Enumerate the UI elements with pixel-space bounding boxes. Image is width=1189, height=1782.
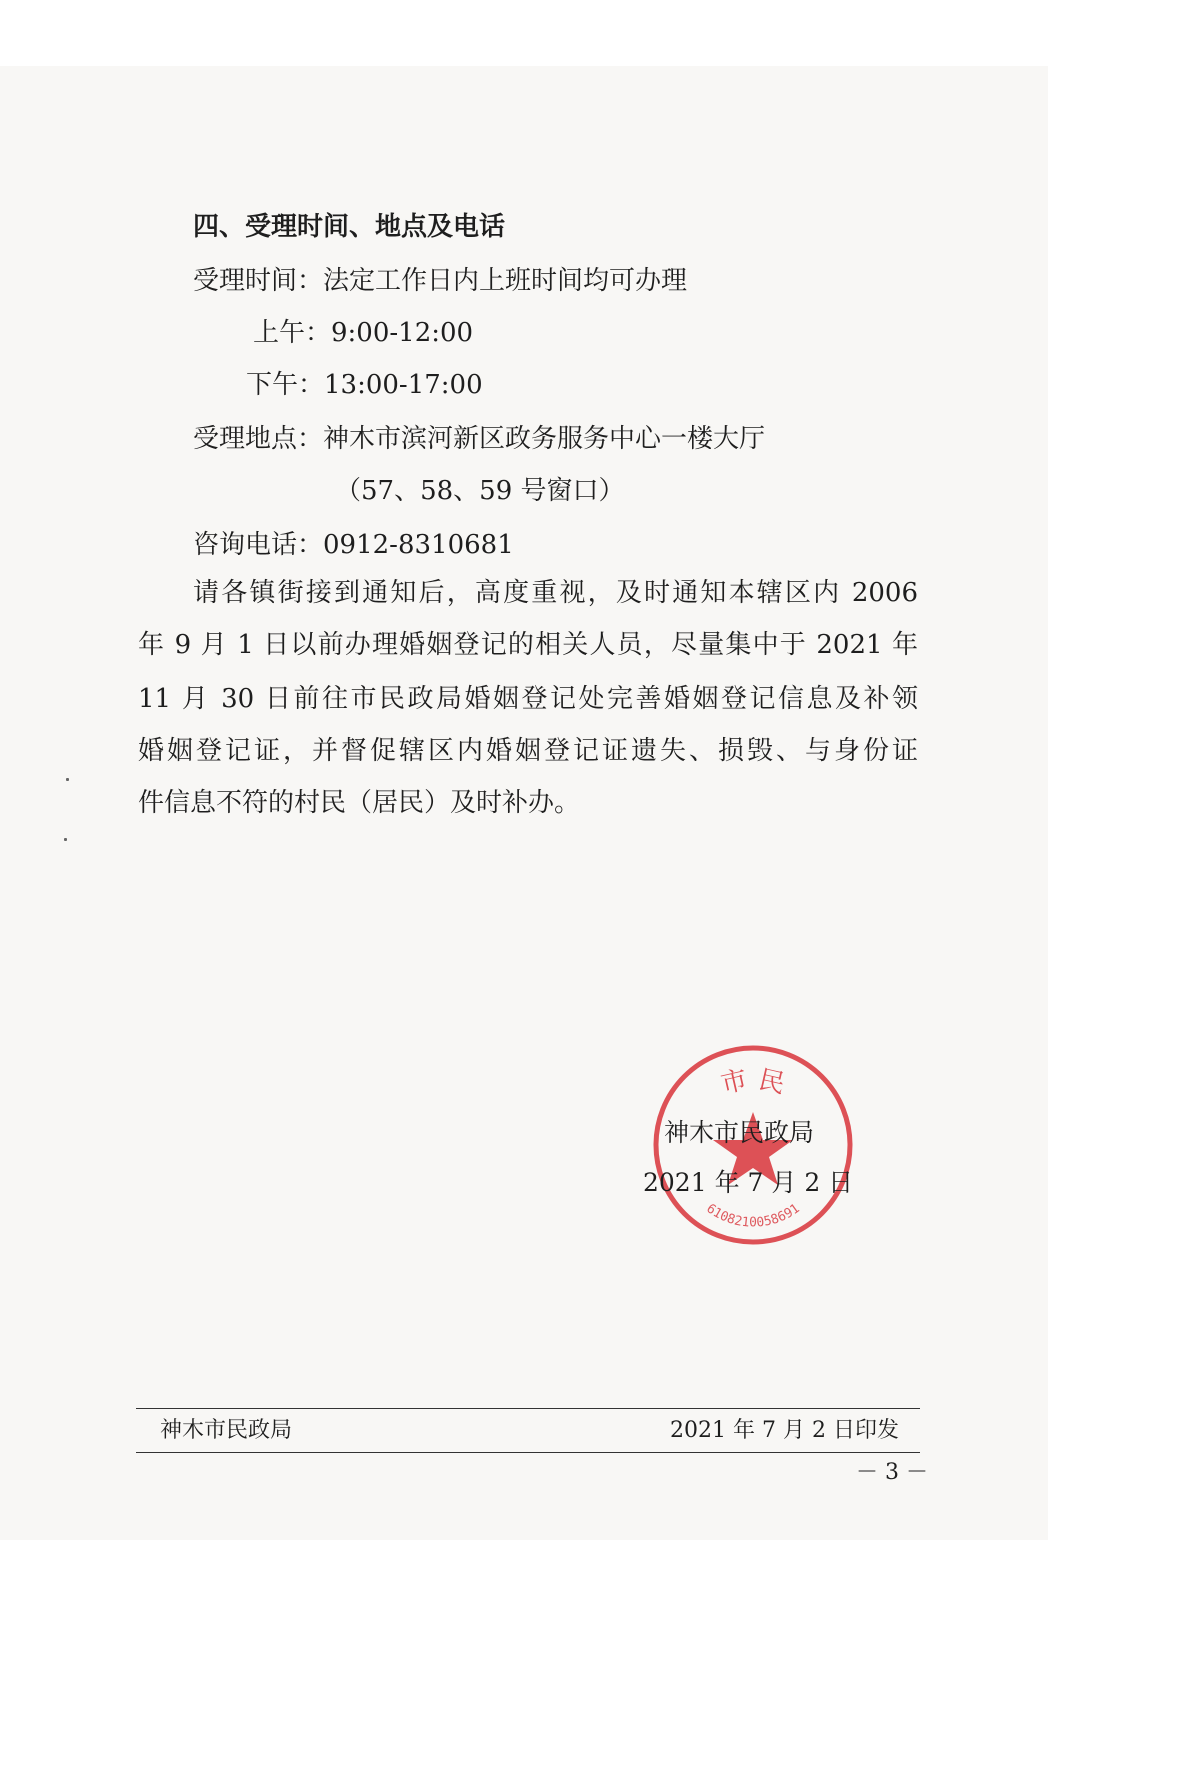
body-line-2: 年 9 月 1 日以前办理婚姻登记的相关人员，尽量集中于 2021 年 (138, 630, 918, 660)
top-margin (0, 0, 1048, 66)
scan-mark (64, 838, 67, 841)
page-number: － 3 － (856, 1460, 928, 1485)
body-line-4: 婚姻登记证，并督促辖区内婚姻登记证遗失、损毁、与身份证 (138, 736, 918, 766)
body-line-5: 件信息不符的村民（居民）及时补办。 (138, 788, 581, 818)
seal-code: 6108210058691 (703, 1201, 803, 1231)
body-line-1: 请各镇街接到通知后，高度重视，及时通知本辖区内 2006 (193, 578, 918, 608)
body-line-3: 11 月 30 日前往市民政局婚姻登记处完善婚姻登记信息及补领 (138, 684, 918, 714)
svg-text:市 民 (718, 1065, 788, 1100)
footer-rule-top (136, 1408, 920, 1409)
bottom-margin (0, 1540, 1048, 1568)
footer-issued: 2021 年 7 月 2 日印发 (670, 1418, 899, 1443)
seal-top-text: 市 民 (718, 1064, 788, 1100)
footer-rule-bottom (136, 1452, 920, 1453)
signature-date: 2021 年 7 月 2 日 (643, 1168, 854, 1197)
footer-org: 神木市民政局 (160, 1418, 293, 1443)
section-heading: 四、受理时间、地点及电话 (193, 212, 506, 242)
morning-hours: 上午：9:00-12:00 (253, 318, 474, 348)
svg-text:6108210058691 (703, 1201, 802, 1230)
signature-org: 神木市民政局 (664, 1118, 815, 1147)
consult-phone: 咨询电话：0912-8310681 (193, 530, 514, 560)
service-windows: （57、58、59 号窗口） (335, 476, 625, 506)
afternoon-hours: 下午：13:00-17:00 (246, 370, 483, 400)
acceptance-time: 受理时间：法定工作日内上班时间均可办理 (193, 266, 688, 296)
scan-mark (66, 778, 69, 781)
acceptance-place: 受理地点：神木市滨河新区政务服务中心一楼大厅 (193, 424, 766, 454)
